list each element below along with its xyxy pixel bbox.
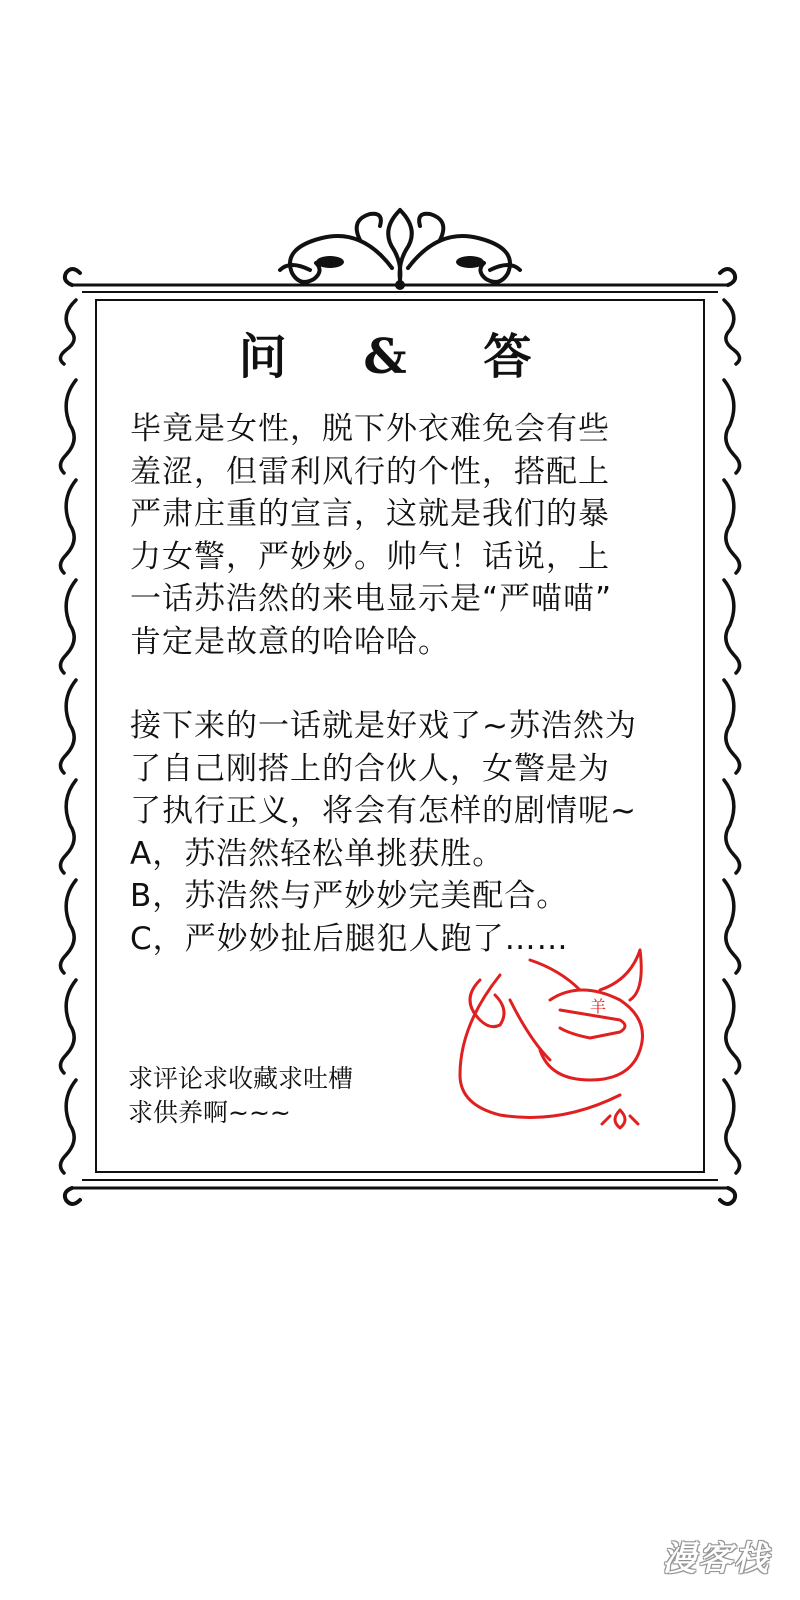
watermark-logo: 漫客栈 [662, 1539, 770, 1579]
text-line: 接下来的一话就是好戏了~苏浩然为 [130, 708, 637, 744]
option-b: B，苏浩然与严妙妙完美配合。 [130, 878, 569, 914]
footer-line: 求评论求收藏求吐槽 [128, 1064, 354, 1093]
text-line: 一话苏浩然的来电显示是“严喵喵” [130, 581, 613, 617]
text-line: 了自己刚搭上的合伙人，女警是为 [130, 750, 610, 787]
text-line: 力女警，严妙妙。帅气！话说，上 [130, 538, 610, 575]
footer-request [128, 1062, 448, 1130]
paragraph-question [130, 705, 690, 960]
mascot-hat-label: 羊 [590, 997, 607, 1016]
paragraph-intro [130, 408, 690, 663]
text-line: 肯定是故意的哈哈哈。 [130, 623, 450, 660]
mascot-doodle-icon [440, 940, 680, 1140]
text-line: 严肃庄重的宣言，这就是我们的暴 [130, 496, 610, 532]
footer-line: 求供养啊~~~ [128, 1098, 291, 1127]
article-body [130, 408, 690, 960]
text-line: 毕竟是女性，脱下外衣难免会有些 [130, 411, 610, 447]
page-title: 问 & 答 [238, 329, 562, 385]
text-line: 羞涩，但雷利风行的个性，搭配上 [130, 453, 610, 490]
option-a: A，苏浩然轻松单挑获胜。 [130, 835, 505, 872]
top-ornament [280, 210, 520, 282]
option-c: C，严妙妙扯后腿犯人跑了…… [130, 920, 569, 957]
text-line: 了执行正义，将会有怎样的剧情呢~ [130, 793, 637, 829]
